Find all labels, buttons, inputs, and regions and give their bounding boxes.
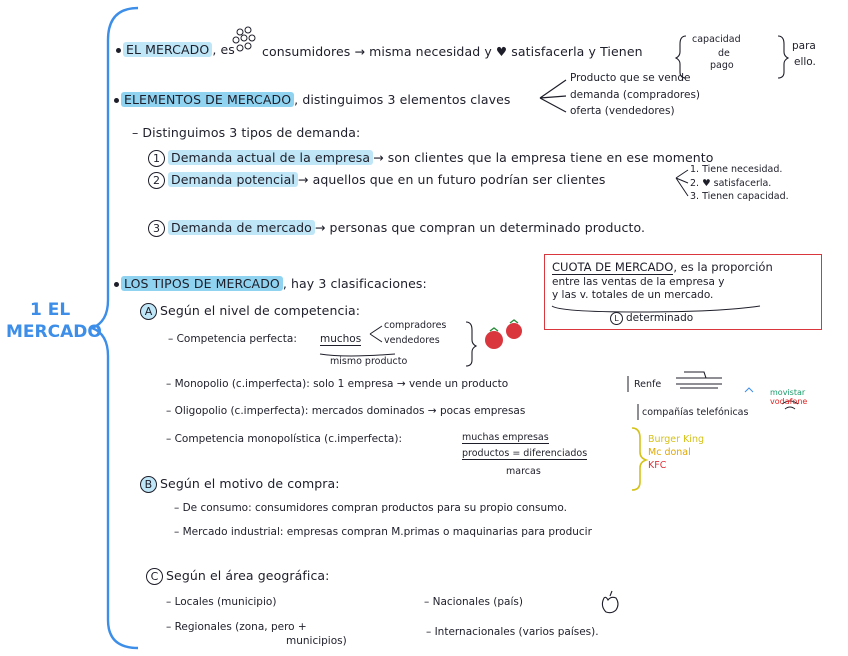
area-locales: – Locales (municipio): [166, 596, 277, 608]
movistar-label: movistar: [770, 388, 806, 397]
mon-marcas: marcas: [506, 466, 541, 477]
motivo-label: Según el motivo de compra:: [160, 476, 340, 491]
demanda-potencial-text: → aquellos que en un futuro podrían ser clientes: [297, 172, 606, 187]
potencial-item: 3. Tienen capacidad.: [690, 191, 789, 202]
demanda-intro: – Distinguimos 3 tipos de demanda:: [132, 125, 361, 140]
cuota-title: CUOTA DE MERCADO: [552, 260, 674, 274]
oligopolio: – Oligopolio (c.imperfecta): mercados dominados → pocas empresas: [166, 405, 526, 417]
people-icon: [233, 27, 255, 51]
perf-compradores: compradores: [384, 320, 447, 331]
tipos-text: , hay 3 clasificaciones:: [282, 276, 427, 291]
tipos-heading: LOS TIPOS DE MERCADO: [121, 276, 283, 291]
demanda-mercado-label: Demanda de mercado: [168, 220, 315, 235]
mon-productos: productos = diferenciados: [462, 448, 588, 459]
perf-muchos: muchos: [320, 333, 362, 345]
cuota-line1: [552, 260, 773, 274]
comp-monopolistica: – Competencia monopolística (c.imperfecta):: [166, 433, 403, 445]
elementos-heading: ELEMENTOS DE MERCADO: [121, 92, 294, 107]
demanda-potencial: 2 Demanda potencial → aquellos que en un futuro podrían ser clientes: [148, 172, 606, 189]
elemento-item: Producto que se vende: [570, 72, 691, 84]
demanda-mercado: 3 Demanda de mercado → personas que compran un determinado producto.: [148, 220, 645, 237]
mercado-heading: EL MERCADO: [123, 42, 212, 57]
area-internacionales: – Internacionales (varios países).: [426, 626, 599, 638]
para-text: para: [792, 40, 816, 52]
cuota-l1: , es la proporción: [673, 260, 773, 274]
elemento-item: oferta (vendedores): [570, 105, 675, 117]
perf-vendedores: vendedores: [384, 335, 440, 346]
cuota-line3: y las v. totales de un mercado.: [552, 289, 714, 301]
area-nacionales: – Nacionales (país): [424, 596, 523, 608]
cuota-determinado: determinado: [626, 312, 694, 324]
mon-muchas: muchas empresas: [462, 432, 549, 443]
perf-mismo: mismo producto: [330, 356, 408, 367]
motivo-industrial: – Mercado industrial: empresas compran M.primas o maquinarias para producir: [174, 526, 592, 538]
elementos-text: , distinguimos 3 elementos claves: [294, 92, 511, 107]
demanda-actual: 1 Demanda actual de la empresa → son clientes que la empresa tiene en ese momento: [148, 150, 714, 167]
elementos-line: [114, 92, 510, 107]
motivo-consumo: – De consumo: consumidores compran productos para su propio consumo.: [174, 502, 567, 514]
capacidad-3: pago: [710, 60, 734, 71]
section-title: MERCADO: [6, 322, 102, 342]
capacidad-2: de: [718, 48, 730, 59]
kfc-label: KFC: [648, 460, 667, 471]
oligopolio-example: compañías telefónicas: [642, 407, 749, 418]
nivel-competencia: A Según el nivel de competencia:: [140, 303, 360, 320]
capacidad-1: capacidad: [692, 34, 741, 45]
demanda-potencial-label: Demanda potencial: [168, 172, 298, 187]
area-geografica: C Según el área geográfica:: [146, 568, 330, 585]
section-number: 1 EL: [30, 300, 71, 320]
motivo-compra: B Según el motivo de compra:: [140, 476, 340, 493]
monopolio: – Monopolio (c.imperfecta): solo 1 empresa → vende un producto: [166, 378, 509, 390]
area-regionales: – Regionales (zona, pero +: [166, 621, 307, 633]
tipos-line: [114, 276, 427, 291]
burger-label: Burger King: [648, 434, 704, 445]
demanda-actual-label: Demanda actual de la empresa: [168, 150, 373, 165]
comp-perfecta: – Competencia perfecta:: [168, 333, 297, 345]
mercado-definition: [116, 42, 235, 57]
area-regionales-2: municipios): [286, 635, 347, 647]
demanda-actual-text: → son clientes que la empresa tiene en ese momento: [373, 150, 714, 165]
vodafone-label: vodafone: [770, 397, 808, 406]
mercado-text: consumidores → misma necesidad y ♥ satisfacerla y Tienen: [262, 44, 643, 59]
monopolio-example: Renfe: [634, 379, 662, 390]
cuota-line2: entre las ventas de la empresa y: [552, 276, 725, 288]
demanda-mercado-text: → personas que compran un determinado producto.: [314, 220, 646, 235]
cuota-line4: L determinado: [610, 312, 693, 325]
potencial-item: 1. Tiene necesidad.: [690, 164, 783, 175]
area-label: Según el área geográfica:: [166, 568, 330, 583]
elemento-item: demanda (compradores): [570, 89, 701, 101]
mc-label: Mc donal: [648, 447, 691, 458]
ello-text: ello.: [794, 56, 816, 68]
mercado-sep: , es: [212, 42, 235, 57]
nivel-label: Según el nivel de competencia:: [160, 303, 361, 318]
potencial-item: 2. ♥ satisfacerla.: [690, 178, 772, 189]
